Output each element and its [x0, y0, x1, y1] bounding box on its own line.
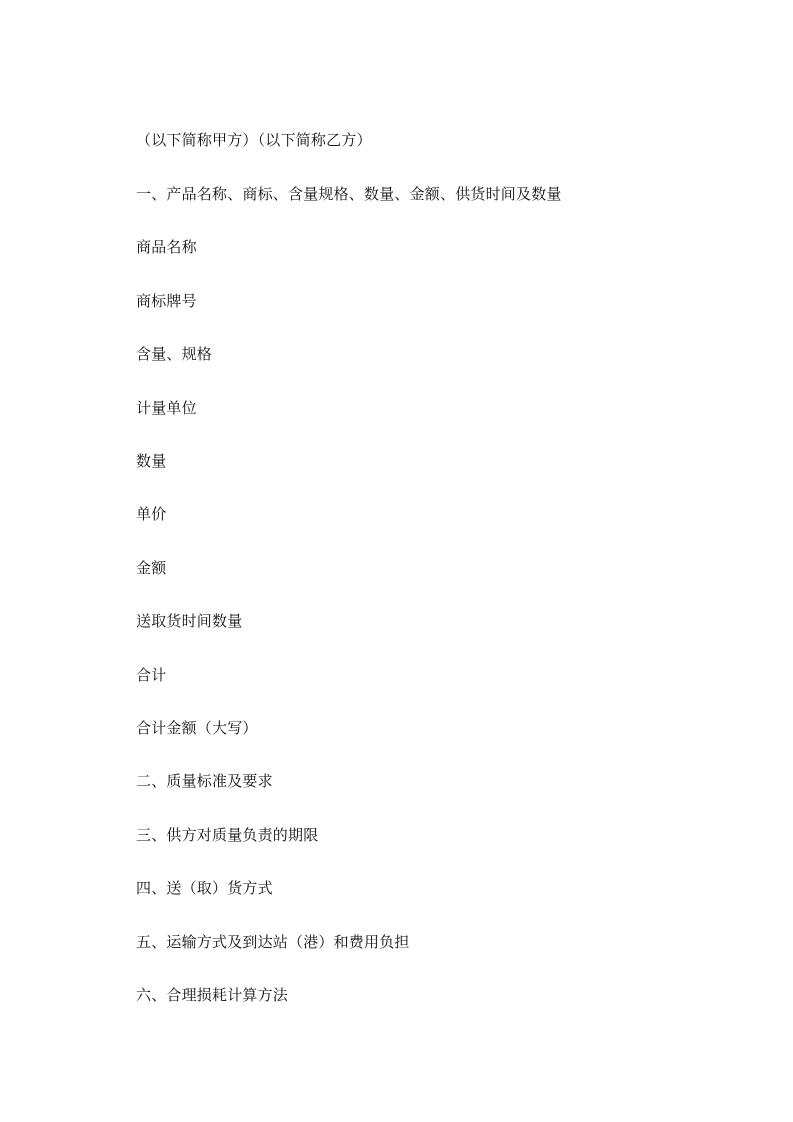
field-product-name: 商品名称 [136, 238, 197, 256]
field-unit-price: 单价 [136, 505, 167, 523]
field-amount: 金额 [136, 559, 167, 577]
party-designation-line: （以下简称甲方）（以下简称乙方） [136, 131, 372, 149]
section-2-heading: 二、质量标准及要求 [136, 772, 273, 790]
field-unit: 计量单位 [136, 399, 197, 417]
field-trademark: 商标牌号 [136, 292, 197, 310]
field-total-amount-words: 合计金额（大写） [136, 719, 258, 737]
field-content-spec: 含量、规格 [136, 345, 213, 363]
section-5-heading: 五、运输方式及到达站（港）和费用负担 [136, 933, 410, 951]
field-total: 合计 [136, 666, 167, 684]
field-quantity: 数量 [136, 452, 167, 470]
section-3-heading: 三、供方对质量负责的期限 [136, 826, 319, 844]
section-6-heading: 六、合理损耗计算方法 [136, 986, 289, 1004]
section-4-heading: 四、送（取）货方式 [136, 879, 273, 897]
section-1-heading: 一、产品名称、商标、含量规格、数量、金额、供货时间及数量 [136, 185, 562, 203]
field-delivery-time-quantity: 送取货时间数量 [136, 612, 243, 630]
